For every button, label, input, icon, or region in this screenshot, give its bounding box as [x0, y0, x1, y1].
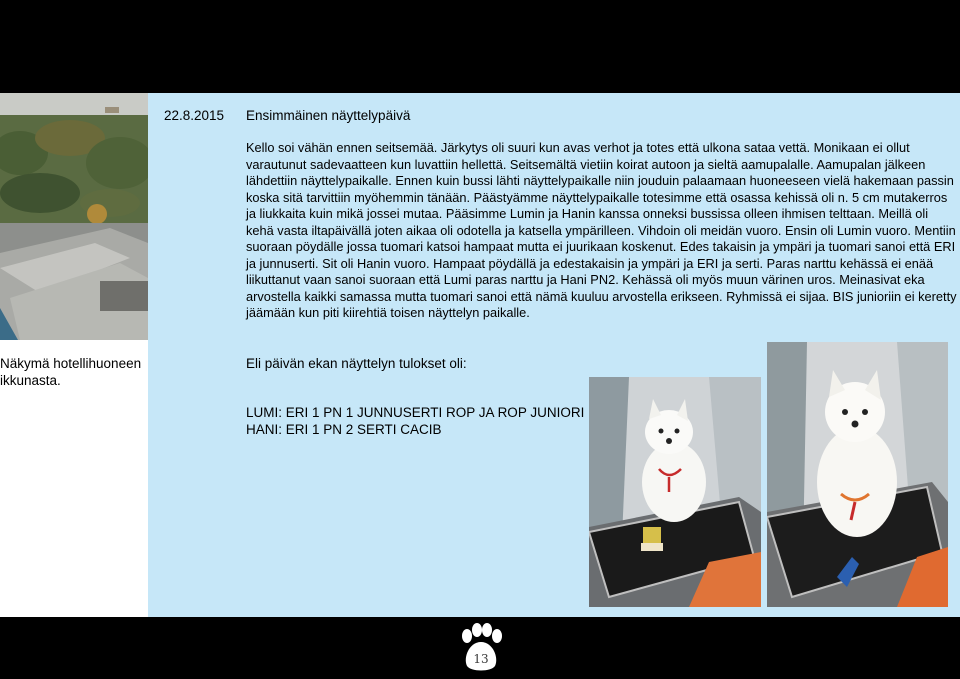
dog-hani-photo	[767, 342, 948, 607]
entry-date: 22.8.2015	[164, 108, 225, 123]
hotel-window-photo	[0, 93, 148, 340]
page-number: 13	[473, 652, 489, 666]
entry-paragraph-text: Kello soi vähän ennen seitsemää. Järkytys oli suuri kun avas verhot ja totes että ulkona sataa vettä. Monikaan ei ollut varautunut sadevaatteen kun luvattiin hellettä. Seitsemältä vietiin koirat autoon ja sieltä aamupalalle. Aamupalan jälkeen lähdettiin näyttelypaikalle. Ennen kuin bussi lähti näyttelypaikalle niin jouduin palaamaan huoneeseen vielä hakemaan passin koska sitä tarvittiin myöhemmin tänään. Päästyämme näyttelypaikalle totesimme että osassa kehissä oli n. 5 cm mutakerros ja liukkaita kuin mikä jossei mutaa. Pääsimme Lumin ja Hanin kanssa onneksi bussissa olleen ihmisen telttaan. Meillä oli kehä vasta iltapäivällä joten aikaa oli odotella ja katsella ympärilleen. Vihdoin oli meidän vuoro. Ensin oli Lumin vuoro. Mentiin suoraan pöydälle jossa tuomari katsoi hampaat mutta ei juurikaan koskenut. Edes takaisin ja ympäri ja tuomari sanoi että ERI ja junnuserti. Sit oli Hanin vuoro. Hampaat pöydällä ja edestakaisin ja ympäri ja ERI ja serti. Paras narttu kehässä ei enää liikuttanut vaan sanoi suoraan että Lumi paras narttu ja Hani PN2. Kehässä oli myös muun värinen uros. Meinasivat eka arvostella kaikki samassa mutta tuomari sanoi että nämä kuuluu arvostella erikseen. Ryhmissä ei sijaa. BIS junioriin ei keretty jäämään kun piti kiirehtiä toisen näyttelyn paikalle.	[246, 140, 957, 320]
photo-caption: Näkymä hotellihuoneen ikkunasta.	[0, 356, 142, 388]
result-lumi: LUMI: ERI 1 PN 1 JUNNUSERTI ROP JA ROP JUNIORI	[246, 405, 585, 420]
entry-paragraph	[246, 140, 958, 322]
top-black-band	[0, 0, 960, 93]
dog-lumi-photo	[589, 377, 761, 607]
entry-title: Ensimmäinen näyttelypäivä	[246, 108, 411, 123]
results-intro: Eli päivän ekan näyttelyn tulokset oli:	[246, 356, 467, 371]
paw-print-icon	[455, 622, 507, 674]
result-hani: HANI: ERI 1 PN 2 SERTI CACIB	[246, 422, 442, 437]
